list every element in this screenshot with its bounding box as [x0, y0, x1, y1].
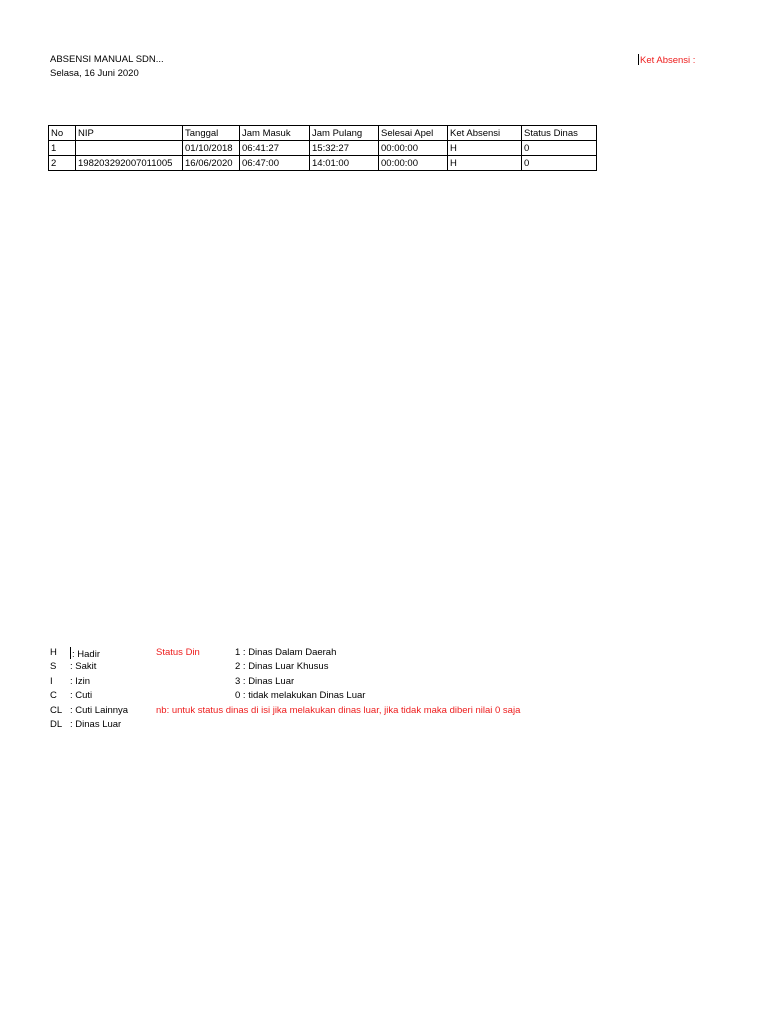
cell-jam-masuk: 06:47:00: [240, 156, 310, 171]
col-header-jam-masuk: Jam Masuk: [240, 126, 310, 141]
cell-jam-pulang: 15:32:27: [310, 141, 379, 156]
status-dinas-label: Status Din: [156, 647, 200, 658]
cell-ket-absensi: H: [448, 141, 522, 156]
legend-code: C: [50, 690, 57, 701]
text-cursor-icon: [70, 647, 71, 659]
legend-desc: : Sakit: [70, 661, 97, 672]
col-header-no: No: [49, 126, 76, 141]
cell-status-dinas: 0: [522, 141, 597, 156]
cell-no: 2: [49, 156, 76, 171]
legend-desc: : Cuti Lainnya: [70, 705, 129, 716]
cell-ket-absensi: H: [448, 156, 522, 171]
ket-absensi-label-text: Ket Absensi :: [640, 55, 696, 66]
cell-tanggal: 01/10/2018: [183, 141, 240, 156]
legend-desc: : Cuti: [70, 690, 93, 701]
table-row: [49, 141, 597, 156]
status-dinas-item: 2 : Dinas Luar Khusus: [235, 661, 329, 672]
status-dinas-item: 1 : Dinas Dalam Daerah: [235, 647, 337, 658]
col-header-status-dinas: Status Dinas: [522, 126, 597, 141]
col-header-selesai-apel: Selesai Apel: [379, 126, 448, 141]
document-date: Selasa, 16 Juni 2020: [50, 68, 139, 79]
col-header-nip: NIP: [76, 126, 183, 141]
legend-desc: : Izin: [70, 676, 91, 687]
cell-selesai-apel: 00:00:00: [379, 156, 448, 171]
col-header-ket-absensi: Ket Absensi: [448, 126, 522, 141]
status-dinas-item: 3 : Dinas Luar: [235, 676, 295, 687]
legend-code: CL: [50, 705, 63, 716]
ket-absensi-label: [638, 54, 695, 67]
status-dinas-note: nb: untuk status dinas di isi jika melakukan dinas luar, jika tidak maka diberi nilai 0 saja: [156, 705, 521, 716]
text-cursor-icon: [638, 54, 639, 65]
document-title: ABSENSI MANUAL SDN...: [50, 54, 164, 65]
legend-desc: : Hadir: [72, 649, 100, 660]
cell-nip: [76, 141, 183, 156]
cell-tanggal: 16/06/2020: [183, 156, 240, 171]
cell-selesai-apel: 00:00:00: [379, 141, 448, 156]
col-header-jam-pulang: Jam Pulang: [310, 126, 379, 141]
legend-desc: : Dinas Luar: [70, 719, 122, 730]
legend-code: H: [50, 647, 57, 658]
cell-jam-pulang: 14:01:00: [310, 156, 379, 171]
table-row: [49, 156, 597, 171]
cell-nip: 198203292007011005: [76, 156, 183, 171]
attendance-table: [48, 125, 597, 171]
legend-code: DL: [50, 719, 63, 730]
legend-code: I: [50, 676, 53, 687]
status-dinas-item: 0 : tidak melakukan Dinas Luar: [235, 690, 366, 701]
col-header-tanggal: Tanggal: [183, 126, 240, 141]
cell-jam-masuk: 06:41:27: [240, 141, 310, 156]
table-header-row: [49, 126, 597, 141]
legend-code: S: [50, 661, 57, 672]
cell-no: 1: [49, 141, 76, 156]
cell-status-dinas: 0: [522, 156, 597, 171]
